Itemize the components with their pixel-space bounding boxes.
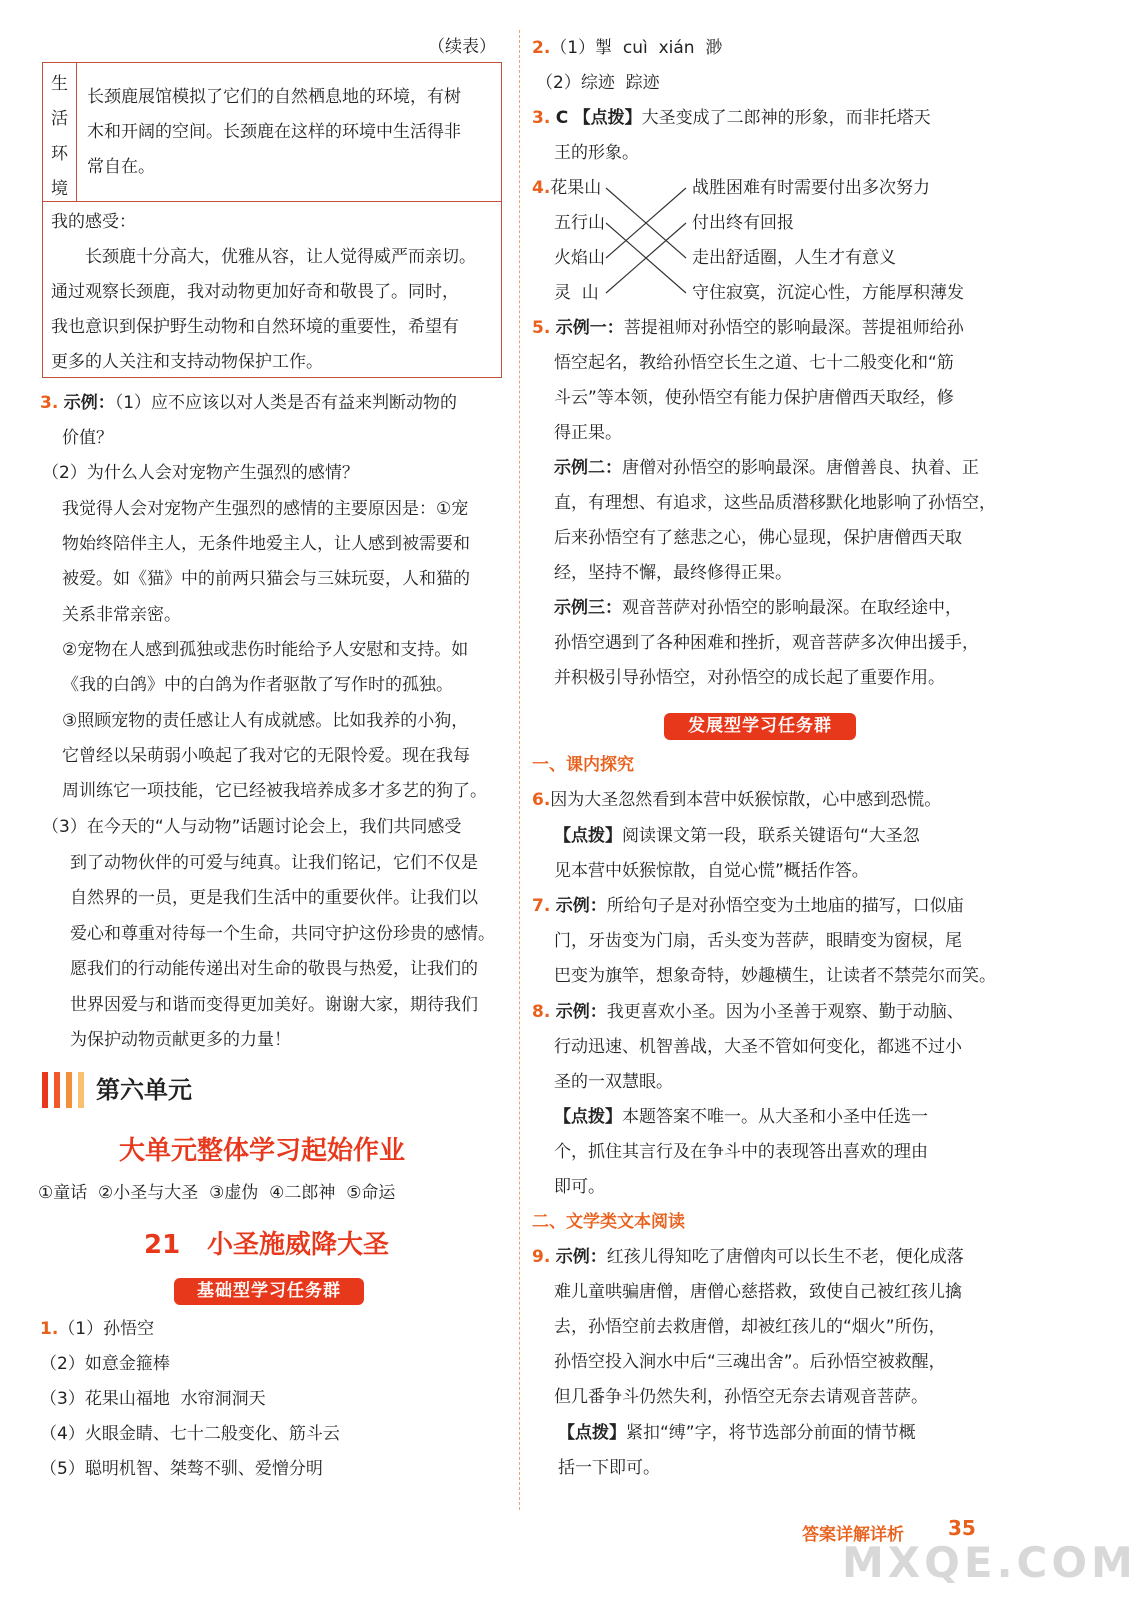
feeling-label: 我的感受： — [51, 212, 136, 232]
answer-3-line: ③照顾宠物的责任感让人有成就感。比如我养的小狗， — [62, 711, 469, 731]
lesson-number: 21 — [144, 1230, 181, 1260]
lesson-title: 小圣施威降大圣 — [207, 1230, 390, 1260]
feeling-line: 长颈鹿十分高大，优雅从容，让人觉得威严而亲切。 — [85, 247, 476, 267]
answer-5-text: 菩提祖师对孙悟空的影响最深。菩提祖师给孙 — [623, 318, 964, 338]
answer-1-line: （3）花果山福地 水帘洞洞天 — [40, 1389, 266, 1409]
column-divider — [519, 30, 520, 1510]
answer-7-line — [532, 889, 964, 924]
answer-3-line — [40, 386, 457, 421]
answer-3-line: 爱心和尊重对待每一个生命，共同守护这份珍贵的感情。 — [70, 924, 495, 944]
answer-3-line: 被爱。如《猫》中的前两只猫会与三妹玩耍，人和猫的 — [62, 569, 470, 589]
answer-8-tip: 个，抓住其言行及在争斗中的表现答出喜欢的理由 — [554, 1142, 928, 1162]
tip-tag: 【点拨】 — [554, 1107, 622, 1127]
answer-6-tip — [554, 819, 920, 854]
section-heading: 二、文学类文本阅读 — [532, 1212, 685, 1232]
table-label-char: 生 — [51, 74, 68, 94]
answer-3-right-line — [532, 101, 931, 136]
match-left-item: 五行山 — [554, 213, 605, 233]
answer-3-right-text: 大圣变成了二郎神的形象，而非托塔天 — [641, 108, 931, 128]
answer-3-right-number: 3. — [532, 108, 551, 128]
tip-text: 本题答案不唯一。从大圣和小圣中任选一 — [622, 1107, 928, 1127]
task-group-badge: 基础型学习任务群 — [174, 1278, 364, 1305]
answer-8-text: 我更喜欢小圣。因为小圣善于观察、勤于动脑、 — [606, 1002, 964, 1022]
answer-5-text: 唐僧对孙悟空的影响最深。唐僧善良、执着、正 — [622, 458, 979, 478]
answer-5-line — [554, 451, 979, 486]
answer-3-line: 世界因爱与和谐而变得更加美好。谢谢大家，期待我们 — [70, 995, 478, 1015]
answer-7-number: 7. — [532, 896, 551, 916]
answer-7-line: 门，牙齿变为门扇，舌头变为菩萨，眼睛变为窗棂，尾 — [554, 931, 962, 951]
match-right-item: 守住寂寞，沉淀心性，方能厚积薄发 — [692, 283, 964, 303]
answer-8-line: 行动迅速、机智善战，大圣不管如何变化，都逃不过小 — [554, 1037, 962, 1057]
match-left-item: 火焰山 — [554, 248, 605, 268]
answer-8-number: 8. — [532, 1002, 551, 1022]
tip-tag: 【点拨】 — [573, 108, 642, 128]
answer-5-line — [554, 591, 962, 626]
answer-8-tip — [554, 1100, 928, 1135]
answer-7-line: 巴变为旗竿，想象奇特，妙趣横生，让读者不禁莞尔而笑。 — [554, 966, 996, 986]
answer-1-line: （5）聪明机智、桀骜不驯、爱憎分明 — [40, 1459, 323, 1479]
answer-3-number: 3. — [40, 393, 59, 413]
table-row-text: 木和开阔的空间。长颈鹿在这样的环境中生活得非 — [87, 122, 461, 142]
answer-6-tip: 见本营中妖猴惊散，自觉心慌”概括作答。 — [554, 861, 869, 881]
answer-1-line: （2）如意金箍棒 — [40, 1354, 170, 1374]
answer-5-line: 得正果。 — [554, 423, 622, 443]
table-row-text: 常自在。 — [87, 157, 155, 177]
answer-8-lead: 示例： — [555, 1002, 607, 1022]
answer-3-lead: 示例： — [63, 393, 115, 413]
answer-3-line: （2）为什么人会对宠物产生强烈的感情？ — [42, 463, 359, 483]
answer-5-line: 并积极引导孙悟空，对孙悟空的成长起了重要作用。 — [554, 668, 945, 688]
observation-table — [42, 62, 502, 378]
answer-4-number: 4. — [532, 178, 551, 198]
table-divider — [76, 63, 77, 201]
feeling-line: 更多的人关注和支持动物保护工作。 — [51, 352, 323, 372]
table-row-text: 长颈鹿展馆模拟了它们的自然栖息地的环境，有树 — [87, 87, 461, 107]
answer-9-number: 9. — [532, 1247, 551, 1267]
feeling-line: 通过观察长颈鹿，我对动物更加好奇和敬畏了。同时， — [51, 282, 459, 302]
example-lead: 示例三： — [554, 598, 622, 618]
tip-text: 紧扣“缚”字，将节选部分前面的情节概 — [626, 1423, 916, 1443]
footer-brand: 答案详解详析 — [802, 1525, 904, 1545]
answer-3-right-line: 王的形象。 — [554, 143, 639, 163]
answer-1-line — [40, 1312, 154, 1347]
tip-tag: 【点拨】 — [554, 826, 622, 846]
answer-1-number: 1. — [40, 1319, 59, 1339]
example-lead: 示例一： — [555, 318, 624, 338]
match-right-item: 战胜困难有时需要付出多次努力 — [692, 178, 930, 198]
tip-text: 阅读课文第一段，联系关键语句“大圣忽 — [622, 826, 920, 846]
answer-8-tip: 即可。 — [554, 1177, 605, 1197]
matching-lines — [600, 176, 692, 306]
answer-3-line: 物始终陪伴主人，无条件地爱主人，让人感到被需要和 — [62, 534, 470, 554]
answer-6-text: 因为大圣忽然看到本营中妖猴惊散，心中感到恐慌。 — [550, 790, 942, 810]
answer-3-line: 我觉得人会对宠物产生强烈的感情的主要原因是：①宠 — [62, 499, 469, 519]
match-right-item: 付出终有回报 — [692, 213, 794, 233]
answer-9-line: 但几番争斗仍然失利，孙悟空无奈去请观音菩萨。 — [554, 1387, 928, 1407]
match-left-text: 花果山 — [550, 178, 602, 198]
answer-3-line: 自然界的一员，更是我们生活中的重要伙伴。让我们以 — [70, 888, 478, 908]
answer-5-line: 孙悟空遇到了各种困难和挫折，观音菩萨多次伸出援手， — [554, 633, 979, 653]
answer-9-line: 去，孙悟空前去救唐僧，却被红孩儿的“烟火”所伤， — [554, 1317, 946, 1337]
answer-3-line: 为保护动物贡献更多的力量！ — [70, 1030, 291, 1050]
answer-8-line — [532, 995, 964, 1030]
answer-9-text: 红孩儿得知吃了唐僧肉可以长生不老，便化成落 — [606, 1247, 964, 1267]
tip-tag: 【点拨】 — [558, 1423, 626, 1443]
table-divider — [43, 201, 501, 202]
answer-3-line: 周训练它一项技能，它已经被我培养成多才多艺的狗了。 — [62, 781, 487, 801]
task-group-badge: 发展型学习任务群 — [664, 713, 856, 740]
table-label-char: 境 — [51, 179, 68, 199]
continued-label: （续表） — [428, 37, 496, 57]
answer-3-line: ②宠物在人感到孤独或悲伤时能给予人安慰和支持。如 — [62, 640, 469, 660]
feeling-line: 我也意识到保护野生动物和自然环境的重要性，希望有 — [51, 317, 459, 337]
answer-7-text: 所给句子是对孙悟空变为土地庙的描写，口似庙 — [606, 896, 964, 916]
table-label-char: 活 — [51, 109, 68, 129]
watermark-logo: MXQE.COM — [842, 1538, 1137, 1587]
answer-9-lead: 示例： — [555, 1247, 607, 1267]
answer-2-text: （1）掣 cuì xián 渺 — [550, 38, 723, 58]
answer-5-line: 悟空起名，教给孙悟空长生之道、七十二般变化和“筋 — [554, 353, 954, 373]
answer-3-line: 到了动物伙伴的可爱与纯真。让我们铭记，它们不仅是 — [70, 853, 478, 873]
answer-8-line: 圣的一双慧眼。 — [554, 1072, 673, 1092]
answer-3-line: 它曾经以呆萌弱小唤起了我对它的无限怜爱。现在我每 — [62, 746, 470, 766]
answer-5-line: 直，有理想、有追求，这些品质潜移默化地影响了孙悟空， — [554, 493, 996, 513]
answer-9-tip — [558, 1416, 916, 1451]
answer-9-line: 难儿童哄骗唐僧，唐僧心慈搭救，致使自己被红孩儿擒 — [554, 1282, 962, 1302]
answer-9-tip: 括一下即可。 — [558, 1458, 660, 1478]
unit-title: 第六单元 — [96, 1076, 192, 1104]
answer-2-line — [532, 31, 722, 66]
answer-5-line — [532, 311, 964, 346]
option-list: ①童话 ②小圣与大圣 ③虚伪 ④二郎神 ⑤命运 — [38, 1183, 396, 1203]
answer-6-number: 6. — [532, 790, 551, 810]
answer-1-line: （4）火眼金睛、七十二般变化、筋斗云 — [40, 1424, 340, 1444]
example-lead: 示例二： — [554, 458, 622, 478]
match-left-item — [532, 171, 601, 206]
page-number: 35 — [948, 1516, 976, 1540]
answer-6-line — [532, 783, 941, 818]
match-right-item: 走出舒适圈，人生才有意义 — [692, 248, 896, 268]
answer-9-line — [532, 1240, 964, 1275]
answer-9-line: 孙悟空投入涧水中后“三魂出舍”。后孙悟空被救醒， — [554, 1352, 946, 1372]
answer-3-choice: C — [555, 108, 569, 128]
answer-5-text: 观音菩萨对孙悟空的影响最深。在取经途中， — [622, 598, 962, 618]
table-label-char: 环 — [51, 144, 68, 164]
answer-5-line: 斗云”等本领，使孙悟空有能力保护唐僧西天取经，修 — [554, 388, 954, 408]
answer-3-line: 愿我们的行动能传递出对生命的敬畏与热爱，让我们的 — [70, 959, 478, 979]
answer-3-line: 关系非常亲密。 — [62, 605, 181, 625]
unit-marker-icon — [42, 1072, 88, 1108]
answer-5-line: 经，坚持不懈，最终修得正果。 — [554, 563, 792, 583]
answer-2-line: （2）综迹 踪迹 — [536, 73, 660, 93]
answer-3-line: （3）在今天的“人与动物”话题讨论会上，我们共同感受 — [42, 817, 462, 837]
answer-2-number: 2. — [532, 38, 551, 58]
answer-7-lead: 示例： — [555, 896, 607, 916]
answer-5-number: 5. — [532, 318, 551, 338]
big-title: 大单元整体学习起始作业 — [119, 1136, 406, 1166]
answer-3-line: 《我的白鸽》中的白鸽为作者驱散了写作时的孤独。 — [62, 675, 453, 695]
match-left-item: 灵 山 — [554, 283, 599, 303]
answer-1-text: （1）孙悟空 — [58, 1319, 155, 1339]
answer-3-line: 价值？ — [62, 428, 113, 448]
answer-5-line: 后来孙悟空有了慈悲之心，佛心显现，保护唐僧西天取 — [554, 528, 962, 548]
answer-3-text: （1）应不应该以对人类是否有益来判断动物的 — [114, 393, 458, 413]
section-heading: 一、课内探究 — [532, 755, 634, 775]
